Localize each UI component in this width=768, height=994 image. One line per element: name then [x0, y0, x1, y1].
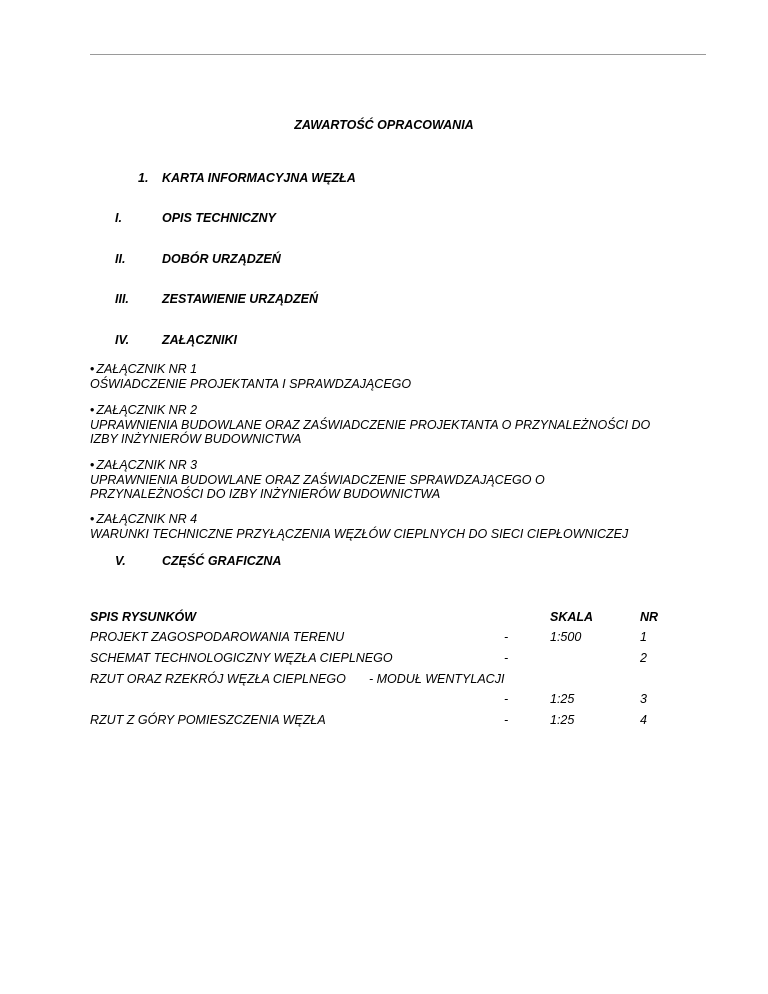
section-label: ZESTAWIENIE URZĄDZEŃ	[162, 292, 319, 306]
attachment-text: WARUNKI TECHNICZNE PRZYŁĄCZENIA WĘZŁÓW CIEPLNYCH DO SIECI CIEPŁOWNICZEJ	[90, 526, 629, 541]
section-label: ZAŁĄCZNIKI	[162, 333, 237, 347]
drawing-number: 1	[640, 630, 647, 644]
numbered-item-label: KARTA INFORMACYJNA WĘZŁA	[162, 171, 356, 185]
attachment-2	[90, 403, 650, 447]
number-header: NR	[640, 610, 659, 624]
drawing-dash: -	[504, 630, 509, 644]
numbered-item-number: 1.	[138, 171, 149, 185]
drawing-scale: 1:25	[550, 713, 575, 727]
drawing-number: 2	[640, 651, 647, 665]
attachment-text: UPRAWNIENIA BUDOWLANE ORAZ ZAŚWIADCZENIE SPRAWDZAJĄCEGO O	[90, 472, 545, 487]
attachment-text: PRZYNALEŻNOŚCI DO IZBY INŻYNIERÓW BUDOWNICTWA	[90, 487, 441, 501]
drawing-number: 4	[640, 713, 647, 727]
section-numeral: V.	[115, 554, 126, 568]
drawing-scale: 1:25	[550, 692, 575, 706]
attachment-label: ZAŁĄCZNIK NR 4	[96, 512, 198, 526]
section-label: CZĘŚĆ GRAFICZNA	[162, 554, 282, 568]
document-title: ZAWARTOŚĆ OPRACOWANIA	[294, 118, 474, 132]
drawing-dash: -	[504, 692, 509, 706]
attachment-text: IZBY INŻYNIERÓW BUDOWNICTWA	[90, 432, 302, 446]
attachment-label: ZAŁĄCZNIK NR 1	[96, 362, 198, 376]
scale-header: SKALA	[550, 610, 594, 624]
drawing-suffix: - MODUŁ WENTYLACJI	[369, 672, 505, 686]
drawing-number: 3	[640, 692, 647, 706]
attachment-text: OŚWIADCZENIE PROJEKTANTA I SPRAWDZAJĄCEGO	[90, 376, 412, 391]
section-numeral: III.	[115, 292, 129, 306]
section-label: DOBÓR URZĄDZEŃ	[162, 252, 281, 266]
attachment-1	[90, 362, 411, 391]
attachment-4	[90, 512, 628, 541]
drawing-name: RZUT ORAZ RZEKRÓJ WĘZŁA CIEPLNEGO	[90, 672, 346, 686]
drawing-name: SCHEMAT TECHNOLOGICZNY WĘZŁA CIEPLNEGO	[90, 651, 393, 665]
attachment-label: ZAŁĄCZNIK NR 3	[96, 458, 198, 472]
section-label: OPIS TECHNICZNY	[162, 211, 276, 225]
bullet-icon: •	[90, 362, 95, 376]
attachment-3	[90, 458, 545, 502]
drawings-list-header: SPIS RYSUNKÓW	[90, 610, 197, 624]
drawing-name: PROJEKT ZAGOSPODAROWANIA TERENU	[90, 630, 345, 644]
header-rule	[90, 54, 706, 55]
drawing-dash: -	[504, 651, 509, 665]
section-numeral: I.	[115, 211, 122, 225]
drawing-name: RZUT Z GÓRY POMIESZCZENIA WĘZŁA	[90, 713, 326, 727]
bullet-icon: •	[90, 512, 95, 526]
bullet-icon: •	[90, 458, 95, 472]
drawing-dash: -	[504, 713, 509, 727]
drawing-scale: 1:500	[550, 630, 582, 644]
bullet-icon: •	[90, 403, 95, 417]
section-numeral: II.	[115, 252, 126, 266]
attachment-label: ZAŁĄCZNIK NR 2	[96, 403, 198, 417]
attachment-text: UPRAWNIENIA BUDOWLANE ORAZ ZAŚWIADCZENIE PROJEKTANTA O PRZYNALEŻNOŚCI DO	[90, 417, 651, 432]
section-numeral: IV.	[115, 333, 130, 347]
